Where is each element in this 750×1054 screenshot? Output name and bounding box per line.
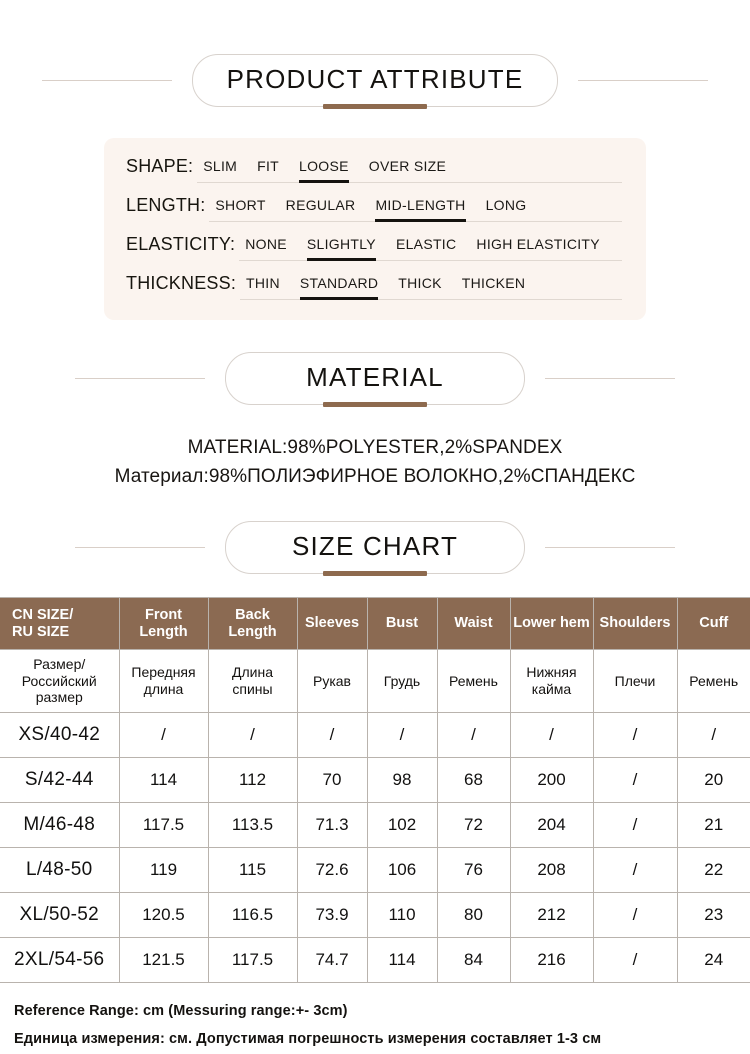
- cell-sleeves: 71.3: [297, 802, 367, 847]
- cell-size: L/48-50: [0, 847, 119, 892]
- cell-back-length: 117.5: [208, 937, 297, 982]
- divider-line-right-material: [545, 378, 675, 379]
- cell-waist: 80: [437, 892, 510, 937]
- cell-size: S/42-44: [0, 757, 119, 802]
- attribute-options-shape: [197, 158, 622, 183]
- cell-waist: 84: [437, 937, 510, 982]
- section-title-size-chart: SIZE CHART: [225, 521, 525, 574]
- column-header-ru-shoulders: Плечи: [593, 650, 677, 713]
- divider-line-right-size-chart: [545, 547, 675, 548]
- column-header-bust: Bust: [367, 597, 437, 649]
- section-header-product-attribute: [0, 54, 750, 107]
- option-fit[interactable]: FIT: [257, 158, 280, 174]
- attribute-label-shape: SHAPE:: [126, 156, 194, 176]
- column-header-ru-front-length: [119, 650, 208, 713]
- divider-line-left-material: [75, 378, 205, 379]
- option-thick[interactable]: THICK: [398, 275, 442, 291]
- option-mid-length[interactable]: MID-LENGTH: [375, 197, 465, 216]
- attribute-options-elasticity: [239, 236, 622, 261]
- option-high-elasticity[interactable]: HIGH ELASTICITY: [476, 236, 600, 252]
- cell-shoulders: /: [593, 712, 677, 757]
- cell-size: XL/50-52: [0, 892, 119, 937]
- material-text-block: [0, 433, 750, 492]
- cell-sleeves: 70: [297, 757, 367, 802]
- cell-cuff: /: [677, 712, 750, 757]
- cell-front-length: 119: [119, 847, 208, 892]
- column-header-back-length: Back Length: [208, 597, 297, 649]
- option-regular[interactable]: REGULAR: [285, 197, 356, 213]
- cell-back-length: /: [208, 712, 297, 757]
- column-header-lower-hem: Lower hem: [510, 597, 593, 649]
- cell-sleeves: /: [297, 712, 367, 757]
- column-header-ru-back-length: [208, 650, 297, 713]
- cell-front-length: /: [119, 712, 208, 757]
- cell-lower-hem: 208: [510, 847, 593, 892]
- title-accent-underline-size-chart: [323, 571, 427, 576]
- ru-front-length-line1: Передняя: [131, 664, 196, 681]
- cell-sleeves: 73.9: [297, 892, 367, 937]
- table-header-row-en: [0, 597, 750, 649]
- cell-waist: 76: [437, 847, 510, 892]
- attribute-options-length: [209, 197, 622, 222]
- table-row: [0, 892, 750, 937]
- option-slim[interactable]: SLIM: [203, 158, 238, 174]
- column-header-ru-size-line2: Российский: [21, 672, 97, 689]
- option-none[interactable]: NONE: [245, 236, 287, 252]
- table-row: [0, 847, 750, 892]
- column-header-front-length: Front Length: [119, 597, 208, 649]
- attribute-row-thickness: [126, 273, 622, 300]
- cell-waist: 72: [437, 802, 510, 847]
- material-composition-en: MATERIAL:98%POLYESTER,2%SPANDEX: [187, 437, 563, 458]
- table-row: [0, 757, 750, 802]
- table-row: [0, 802, 750, 847]
- column-header-ru-bust: Грудь: [367, 650, 437, 713]
- title-pill-material: [225, 352, 525, 405]
- cell-back-length: 116.5: [208, 892, 297, 937]
- section-header-size-chart: [0, 521, 750, 574]
- attribute-options-thickness: [240, 275, 622, 300]
- cell-lower-hem: 216: [510, 937, 593, 982]
- title-pill-size-chart: [225, 521, 525, 574]
- cell-size: XS/40-42: [0, 712, 119, 757]
- column-header-sleeves: Sleeves: [297, 597, 367, 649]
- table-header-row-ru: [0, 650, 750, 713]
- option-thicken[interactable]: THICKEN: [461, 275, 526, 291]
- product-detail-page: [0, 54, 750, 1054]
- column-header-size-line1: CN SIZE/: [12, 606, 74, 623]
- cell-shoulders: /: [593, 757, 677, 802]
- column-header-ru-sleeves: Рукав: [297, 650, 367, 713]
- ru-back-length-line2: спины: [232, 680, 273, 697]
- cell-bust: 106: [367, 847, 437, 892]
- cell-bust: 114: [367, 937, 437, 982]
- section-title-material: MATERIAL: [225, 352, 525, 405]
- option-slightly[interactable]: SLIGHTLY: [307, 236, 376, 255]
- cell-front-length: 121.5: [119, 937, 208, 982]
- option-long[interactable]: LONG: [485, 197, 527, 213]
- attribute-row-length: [126, 195, 622, 222]
- cell-lower-hem: /: [510, 712, 593, 757]
- cell-lower-hem: 200: [510, 757, 593, 802]
- cell-back-length: 113.5: [208, 802, 297, 847]
- cell-size: M/46-48: [0, 802, 119, 847]
- cell-cuff: 20: [677, 757, 750, 802]
- cell-size: 2XL/54-56: [0, 937, 119, 982]
- column-header-ru-lower-hem: [510, 650, 593, 713]
- column-header-waist: Waist: [437, 597, 510, 649]
- cell-front-length: 120.5: [119, 892, 208, 937]
- column-header-size-line2: RU SIZE: [12, 623, 70, 640]
- cell-bust: 102: [367, 802, 437, 847]
- cell-shoulders: /: [593, 802, 677, 847]
- cell-lower-hem: 204: [510, 802, 593, 847]
- attribute-label-elasticity: ELASTICITY:: [126, 234, 236, 254]
- cell-cuff: 21: [677, 802, 750, 847]
- cell-sleeves: 72.6: [297, 847, 367, 892]
- column-header-ru-size-line1: Размер/: [33, 656, 86, 673]
- option-standard[interactable]: STANDARD: [300, 275, 378, 294]
- measurement-notes: [0, 983, 750, 1054]
- column-header-ru-cuff: Ремень: [677, 650, 750, 713]
- attribute-card: [104, 138, 646, 320]
- divider-line-right: [578, 80, 708, 81]
- cell-cuff: 23: [677, 892, 750, 937]
- title-accent-underline: [323, 104, 427, 109]
- ru-front-length-line2: длина: [143, 680, 184, 697]
- cell-shoulders: /: [593, 847, 677, 892]
- title-accent-underline-material: [323, 402, 427, 407]
- note-reference-range-en: Reference Range: cm (Messuring range:+- 3cm): [14, 1002, 348, 1019]
- cell-back-length: 115: [208, 847, 297, 892]
- cell-cuff: 22: [677, 847, 750, 892]
- option-elastic[interactable]: ELASTIC: [395, 236, 457, 252]
- column-header-size: [0, 597, 119, 649]
- divider-line-left-size-chart: [75, 547, 205, 548]
- ru-lower-hem-line1: Нижняя: [526, 664, 577, 681]
- cell-lower-hem: 212: [510, 892, 593, 937]
- cell-back-length: 112: [208, 757, 297, 802]
- cell-shoulders: /: [593, 892, 677, 937]
- cell-bust: 98: [367, 757, 437, 802]
- option-thin[interactable]: THIN: [246, 275, 280, 291]
- material-composition-ru: Материал:98%ПОЛИЭФИРНОЕ ВОЛОКНО,2%СПАНДЕКС: [114, 466, 636, 488]
- ru-back-length-line1: Длина: [232, 664, 273, 681]
- size-chart-table: [0, 597, 750, 983]
- note-reference-range-ru: Единица измерения: см. Допустимая погрешность измерения составляет 1-3 см: [14, 1031, 602, 1048]
- cell-front-length: 114: [119, 757, 208, 802]
- column-header-ru-size: [0, 650, 119, 713]
- title-pill-product-attribute: [192, 54, 559, 107]
- cell-waist: /: [437, 712, 510, 757]
- cell-bust: /: [367, 712, 437, 757]
- cell-cuff: 24: [677, 937, 750, 982]
- option-over-size[interactable]: OVER SIZE: [368, 158, 447, 174]
- option-loose[interactable]: LOOSE: [299, 158, 349, 177]
- column-header-shoulders: Shoulders: [593, 597, 677, 649]
- section-title-product-attribute: PRODUCT ATTRIBUTE: [192, 54, 559, 107]
- section-header-material: [0, 352, 750, 405]
- cell-waist: 68: [437, 757, 510, 802]
- option-short[interactable]: SHORT: [215, 197, 266, 213]
- attribute-row-shape: [126, 156, 622, 183]
- divider-line-left: [42, 80, 172, 81]
- ru-lower-hem-line2: кайма: [531, 680, 572, 697]
- cell-sleeves: 74.7: [297, 937, 367, 982]
- column-header-ru-size-line3: размер: [35, 689, 83, 706]
- column-header-ru-waist: Ремень: [437, 650, 510, 713]
- size-chart-table-wrapper: [0, 597, 750, 983]
- attribute-label-thickness: THICKNESS:: [126, 273, 237, 293]
- cell-front-length: 117.5: [119, 802, 208, 847]
- cell-bust: 110: [367, 892, 437, 937]
- column-header-cuff: Cuff: [677, 597, 750, 649]
- attribute-label-length: LENGTH:: [126, 195, 206, 215]
- table-row: [0, 712, 750, 757]
- cell-shoulders: /: [593, 937, 677, 982]
- table-row: [0, 937, 750, 982]
- attribute-row-elasticity: [126, 234, 622, 261]
